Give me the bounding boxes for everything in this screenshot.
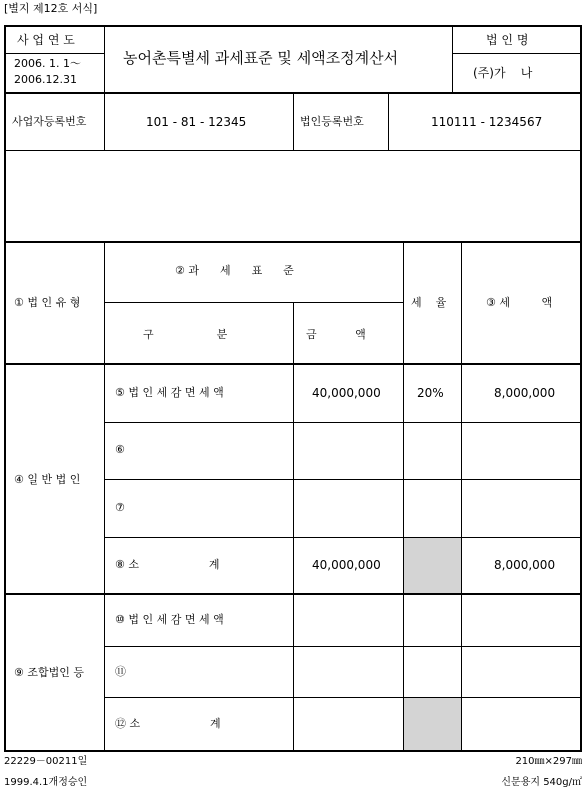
tbl-hline-c1 <box>104 646 582 647</box>
border-right <box>580 25 582 752</box>
footer-paper-type: 신문용지 540g/㎡ <box>501 777 582 788</box>
amount-header: 금 액 <box>306 328 366 341</box>
business-year-label: 사 업 연 도 <box>17 33 75 47</box>
border-left <box>4 25 6 752</box>
period-end: 2006.12.31 <box>14 73 77 86</box>
general-row-1-amount: 40,000,000 <box>312 386 381 400</box>
tbl-vline-tax <box>461 241 462 751</box>
border-top <box>4 25 582 27</box>
general-row-2-category: ⑥ <box>115 443 125 456</box>
tbl-vline-rate <box>403 241 404 751</box>
tbl-hline-g3 <box>104 537 582 538</box>
general-subtotal-amount: 40,000,000 <box>312 558 381 572</box>
hdr-vline-2 <box>452 25 453 92</box>
corp-reg-label: 법인등록번호 <box>300 115 364 128</box>
footer-paper-size: 210㎜×297㎜ <box>515 756 582 767</box>
tax-amount-header: ③ 세 액 <box>486 296 553 309</box>
general-corp-label: ④ 일 반 법 인 <box>14 473 81 486</box>
tbl-hline-c2 <box>104 697 582 698</box>
general-row-3-category: ⑦ <box>115 501 125 514</box>
reg-vline-3 <box>388 92 389 151</box>
tbl-vline-amount <box>293 302 294 751</box>
coop-row-1-category: ⑩ 법 인 세 감 면 세 액 <box>115 613 224 626</box>
tbl-vline-category <box>104 241 105 751</box>
reg-vline-2 <box>293 92 294 151</box>
footer-approval: 1999.4.1개정승인 <box>4 777 88 788</box>
hdr-hline-left <box>4 53 104 54</box>
general-subtotal-tax: 8,000,000 <box>494 558 556 572</box>
blank-area-bottom <box>4 241 582 243</box>
tbl-hline-subheader <box>104 302 403 303</box>
period-start: 2006. 1. 1～ <box>14 57 81 70</box>
reg-vline-1 <box>104 92 105 151</box>
general-row-1-rate: 20% <box>417 386 444 400</box>
hdr-vline-1 <box>104 25 105 92</box>
form-title: 농어촌특별세 과세표준 및 세액조정계산서 <box>123 49 399 67</box>
general-subtotal-category: ⑧ 소 계 <box>115 558 220 571</box>
footer-form-number: 22229－00211일 <box>4 756 88 767</box>
corp-name-label: 법 인 명 <box>486 33 529 47</box>
general-row-1-category: ⑤ 법 인 세 감 면 세 액 <box>115 386 224 399</box>
tax-rate-header: 세 율 <box>411 296 447 309</box>
coop-corp-label: ⑨ 조합법인 등 <box>14 666 84 679</box>
tbl-hline-general-bottom <box>4 593 582 595</box>
tbl-hline-g2 <box>104 479 582 480</box>
form-label: [별지 제12호 서식] <box>4 2 98 15</box>
general-row-1-tax: 8,000,000 <box>494 386 556 400</box>
coop-subtotal-category: ⑫ 소 계 <box>115 717 221 730</box>
biz-reg-label: 사업자등록번호 <box>12 115 87 128</box>
reg-bottom <box>4 150 582 151</box>
hdr-hline-right <box>452 53 582 54</box>
corp-type-header: ① 법 인 유 형 <box>14 296 81 309</box>
corp-reg-value: 110111 - 1234567 <box>431 115 543 129</box>
tbl-hline-header-bottom <box>4 363 582 365</box>
tbl-hline-g1 <box>104 422 582 423</box>
biz-reg-value: 101 - 81 - 12345 <box>146 115 247 129</box>
tax-base-header: ② 과 세 표 준 <box>175 264 294 277</box>
corp-name-value: (주)가 나 <box>473 66 533 80</box>
category-header: 구 분 <box>143 328 228 341</box>
coop-subtotal-rate-shaded-cell <box>403 698 461 750</box>
subtotal-rate-shaded-cell <box>403 538 461 593</box>
coop-row-2-category: ⑪ <box>115 665 126 678</box>
